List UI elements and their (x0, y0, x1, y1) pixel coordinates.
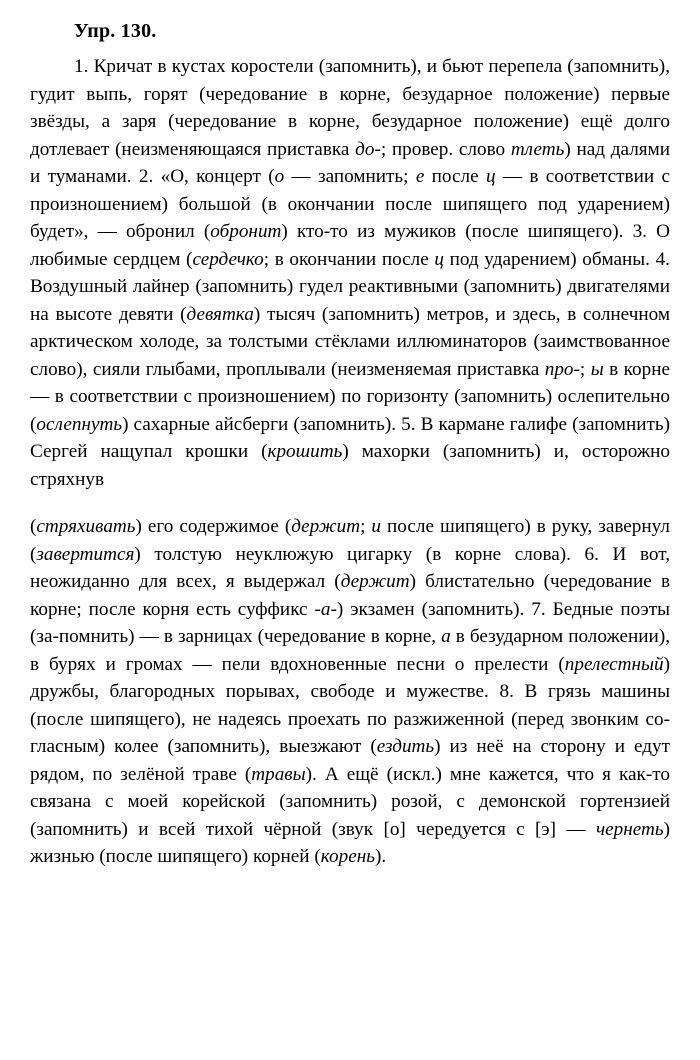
exercise-title: Упр. 130. (74, 20, 157, 42)
paragraph-spacer (30, 493, 670, 513)
paragraph-block-2: (стряхивать) его содержимое (держит; и после шипящего) в руку, завернул (завертится) толстую неуклюжую цигарку (в корне слова). 6. И вот, неожиданно для всех, я выдержал (держит) блистательно (чередование в корне; после корня есть суффикс -а-) экзамен (запомнить). 7. Бедные поэты (за-помнить) — в зарницах (чередование в корне, а в безударном положении), в бурях и громах — пели вдохновенные песни о прелести (прелестный) дружбы, благородных порывах, свободе и мужестве. 8. В грязь машины (после шипящего), не надеясь проехать по разжиженной (перед звонким со-гласным) колее (запомнить), выезжают (ездить) из неё на сторону и едут рядом, по зелёной траве (травы). А ещё (искл.) мне кажется, что я как-то связана с моей корейской (запомнить) розой, с демонской гортензией (запомнить) и всей тихой чёрной (звук [о] чередуется с [э] — чернеть) жизнью (после шипящего) корней (корень). (30, 516, 671, 867)
paragraph-block-1: 1. Кричат в кустах коростели (запомнить), и бьют перепела (запомнить), гудит выпь, горят (чередование в корне, безударное положение) первые звёзды, а заря (чередование в корне, безударное положение) ещё долго дотлевает (неизменяющаяся приставка до-; провер. слово тлеть) над далями и туманами. 2. «О, концерт (о — запомнить; е после ц — в соответствии с произношением) большой (в окончании после шипящего под ударением) будет», — обронил (обронит) кто-то из мужиков (после шипящего). 3. О любимые сердцем (сердечко; в окончании после ц под ударением) обманы. 4. Воздушный лайнер (запомнить) гудел реактивными (запомнить) двигателями на высоте девяти (девятка) тысяч (запомнить) метров, и здесь, в солнечном арктическом холоде, за толстыми стёклами иллюминаторов (заимствованное слово), сияли глыбами, проплывали (неизменяемая приставка про-; ы в корне — в соответствии с произношением) по горизонту (запомнить) ослепительно (ослепнуть) сахарные айсберги (запомнить). 5. В кармане галифе (запомнить) Сергей нащупал крошки (крошить) махорки (запомнить) и, осторожно стряхнув (30, 56, 671, 490)
